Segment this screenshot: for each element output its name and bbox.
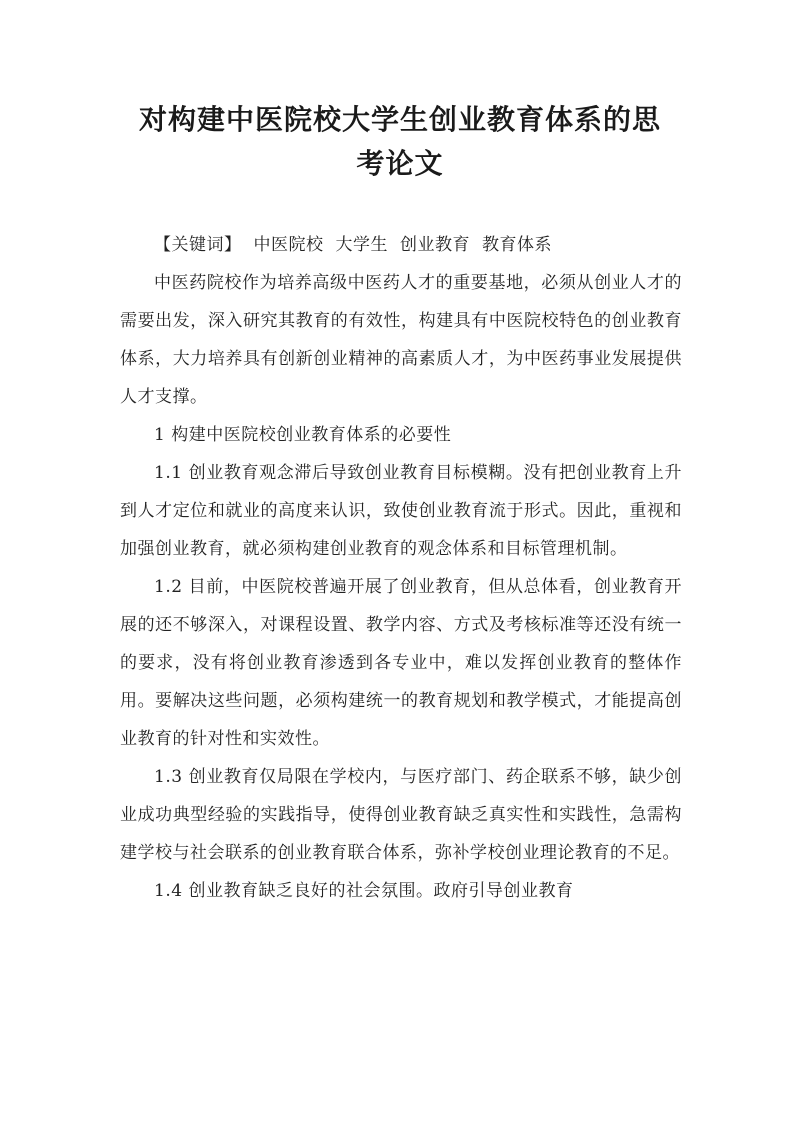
paragraph-1-2: 1.2 目前，中医院校普遍开展了创业教育，但从总体看，创业教育开展的还不够深入，对课程设置、教学内容、方式及考核标准等还没有统一的要求，没有将创业教育渗透到各专业中，难以发挥创业教育的整体作用。要解决这些问题，必须构建统一的教育规划和教学模式，才能提高创业教育的针对性和实效性。 <box>120 577 682 749</box>
keyword: 中医院校 <box>253 235 324 255</box>
keywords-label: 【关键词】 <box>154 235 242 255</box>
paragraph-1-1: 1.1 创业教育观念滞后导致创业教育目标模糊。没有把创业教育上升到人才定位和就业的高度来认识，致使创业教育流于形式。因此，重视和加强创业教育，就必须构建创业教育的观念体系和目标管理机制。 <box>120 463 682 559</box>
keyword: 大学生 <box>335 235 388 255</box>
title-line-2: 考论文 <box>356 147 444 180</box>
keyword: 创业教育 <box>400 235 470 255</box>
document-body <box>120 226 682 910</box>
document-title <box>100 98 700 186</box>
title-line-1: 对构建中医院校大学生创业教育体系的思 <box>138 103 661 136</box>
intro-paragraph: 中医药院校作为培养高级中医药人才的重要基地，必须从创业人才的需要出发，深入研究其教育的有效性，构建具有中医院校特色的创业教育体系，大力培养具有创新创业精神的高素质人才，为中医药事业发展提供人才支撑。 <box>120 273 682 407</box>
paragraph-1-4: 1.4 创业教育缺乏良好的社会氛围。政府引导创业教育 <box>154 881 574 901</box>
keyword: 教育体系 <box>482 235 552 255</box>
paragraph-1-3: 1.3 创业教育仅局限在学校内，与医疗部门、药企联系不够，缺少创业成功典型经验的实践指导，使得创业教育缺乏真实性和实践性，急需构建学校与社会联系的创业教育联合体系，弥补学校创业理论教育的不足。 <box>120 767 682 863</box>
section-heading: 1 构建中医院校创业教育体系的必要性 <box>154 425 452 445</box>
keywords-line <box>120 226 682 264</box>
